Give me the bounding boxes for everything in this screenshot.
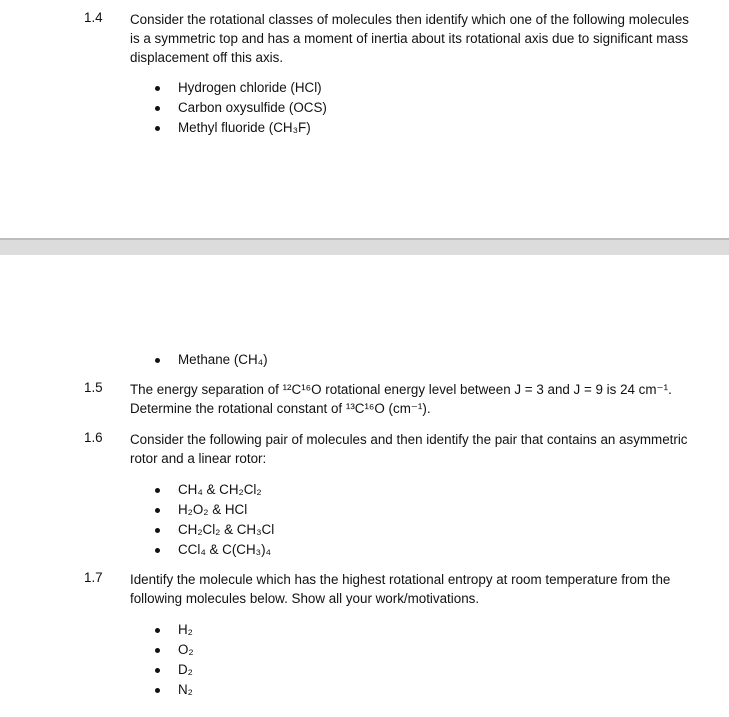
bullet-icon [155, 648, 160, 653]
option-item: Carbon oxysulfide (OCS) [155, 98, 327, 118]
bullet-icon [155, 126, 160, 131]
option-item: H₂O₂ & HCl [155, 500, 274, 520]
bullet-icon [155, 508, 160, 513]
page-break-divider [0, 238, 729, 255]
question-number: 1.7 [84, 570, 103, 585]
option-item: CH₄ & CH₂Cl₂ [155, 480, 274, 500]
option-item: H₂ [155, 620, 194, 640]
options-list-1-4 [155, 78, 327, 138]
bullet-icon [155, 628, 160, 633]
bullet-icon [155, 86, 160, 91]
options-list-1-6 [155, 480, 274, 560]
question-text: Identify the molecule which has the highest rotational entropy at room temperature from the following molecules below. Show all your work/motivations. [130, 572, 671, 606]
option-item: Methyl fluoride (CH₃F) [155, 118, 327, 138]
option-item: O₂ [155, 640, 194, 660]
bullet-icon [155, 488, 160, 493]
bullet-icon [155, 528, 160, 533]
option-item: Methane (CH₄) [155, 350, 268, 370]
question-text: Consider the following pair of molecules and then identify the pair that contains an asymmetric rotor and a linear rotor: [130, 432, 688, 466]
question-number: 1.4 [84, 10, 103, 25]
bullet-icon [155, 688, 160, 693]
bullet-icon [155, 668, 160, 673]
bullet-icon [155, 106, 160, 111]
option-item: Hydrogen chloride (HCl) [155, 78, 327, 98]
question-text: Consider the rotational classes of molecules then identify which one of the following molecules is a symmetric top and has a moment of inertia about its rotational axis due to significant mass displacement off this axis. [130, 12, 689, 65]
question-number: 1.6 [84, 430, 103, 445]
question-text: The energy separation of ¹²C¹⁶O rotational energy level between J = 3 and J = 9 is 24 cm⁻¹. Determine the rotational constant of ¹³C¹⁶O (cm⁻¹). [130, 382, 672, 416]
bullet-icon [155, 548, 160, 553]
option-item: D₂ [155, 660, 194, 680]
question-number: 1.5 [84, 380, 103, 395]
option-item: N₂ [155, 680, 194, 700]
bullet-icon [155, 358, 160, 363]
option-item: CH₂Cl₂ & CH₃Cl [155, 520, 274, 540]
options-list-1-4-continued [155, 350, 268, 370]
option-item: CCl₄ & C(CH₃)₄ [155, 540, 274, 560]
options-list-1-7 [155, 620, 194, 700]
